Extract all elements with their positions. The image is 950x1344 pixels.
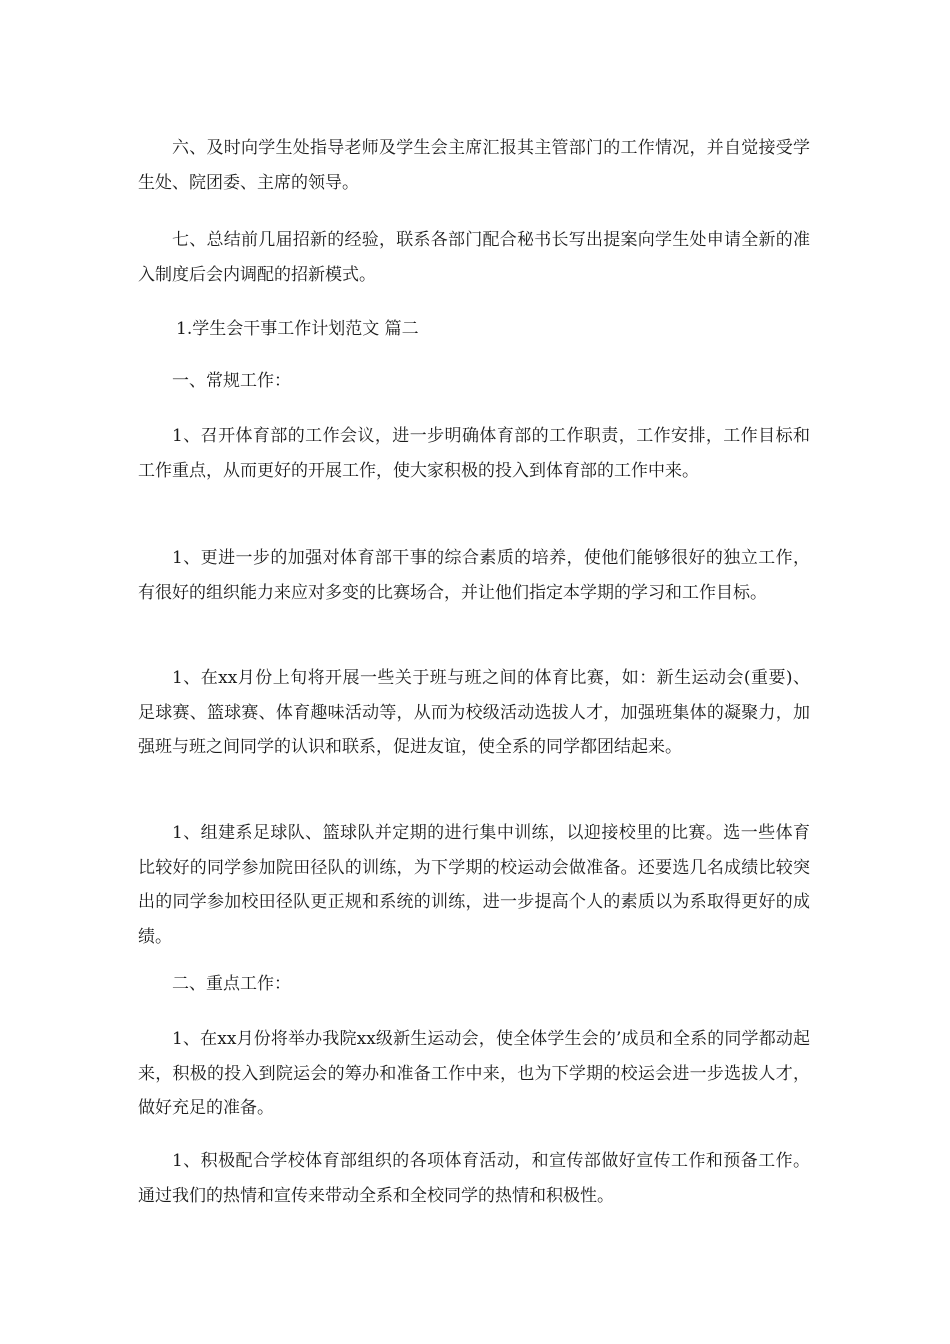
paragraph-key-1: 1、在xx月份将举办我院xx级新生运动会，使全体学生会的’成员和全系的同学都动起来，积极的投入到院运会的筹办和准备工作中来，也为下学期的校运会进一步选拔人才，做好充足的准备。 <box>138 1029 810 1118</box>
paragraph-6: 六、及时向学生处指导老师及学生会主席汇报其主管部门的工作情况，并自觉接受学生处、院团委、主席的领导。 <box>138 138 810 193</box>
paragraph-routine-1: 1、召开体育部的工作会议，进一步明确体育部的工作职责，工作安排，工作目标和工作重点，从而更好的开展工作，使大家积极的投入到体育部的工作中来。 <box>138 426 810 481</box>
subheading-routine-work: 一、常规工作： <box>172 371 291 391</box>
paragraph-routine-2: 1、更进一步的加强对体育部干事的综合素质的培养，使他们能够很好的独立工作，有很好的组织能力来应对多变的比赛场合，并让他们指定本学期的学习和工作目标。 <box>138 548 810 603</box>
subheading-key-work: 二、重点工作： <box>172 974 291 994</box>
paragraph-routine-4: 1、组建系足球队、篮球队并定期的进行集中训练，以迎接校里的比赛。选一些体育比较好的同学参加院田径队的训练，为下学期的校运动会做准备。还要选几名成绩比较突出的同学参加校田径队更正规和系统的训练，进一步提高个人的素质以为系取得更好的成绩。 <box>138 823 810 947</box>
section-title: 1.学生会干事工作计划范文 篇二 <box>176 319 419 339</box>
paragraph-routine-3: 1、在xx月份上旬将开展一些关于班与班之间的体育比赛，如：新生运动会(重要)、足球赛、篮球赛、体育趣味活动等，从而为校级活动选拔人才，加强班集体的凝聚力，加强班与班之间同学的认识和联系，促进友谊，使全系的同学都团结起来。 <box>138 668 810 757</box>
paragraph-key-2: 1、积极配合学校体育部组织的各项体育活动，和宣传部做好宣传工作和预备工作。通过我们的热情和宣传来带动全系和全校同学的热情和积极性。 <box>138 1151 810 1206</box>
paragraph-7: 七、总结前几届招新的经验，联系各部门配合秘书长写出提案向学生处申请全新的准入制度后会内调配的招新模式。 <box>138 230 810 285</box>
